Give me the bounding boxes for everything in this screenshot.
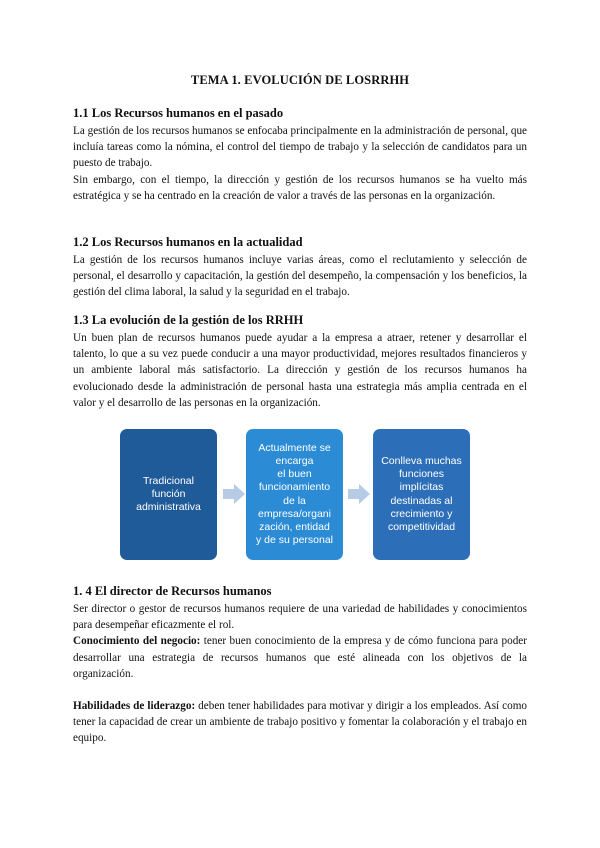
diagram-box-functions xyxy=(373,429,470,560)
item-business-knowledge xyxy=(73,633,527,682)
box-line: encarga xyxy=(275,454,314,467)
section-heading: 1.3 La evolución de la gestión de los RRHH xyxy=(73,313,304,327)
paragraph: La gestión de los recursos humanos incluye varias áreas, como el reclutamiento y selección de personal, el desarrollo y capacitación, la gestión del desempeño, la compensación y los beneficios, la gestión del clima laboral, la salud y la seguridad en el trabajo. xyxy=(73,254,527,299)
diagram-box-current xyxy=(246,429,343,560)
item-text: tener buen conocimiento de la empresa y de cómo funciona para poder desarrollar una estrategia de recursos humanos que esté alineada con los objetivos de la organización. xyxy=(73,635,527,680)
box-line: empresa/organi xyxy=(258,507,331,520)
paragraph: Sin embargo, con el tiempo, la dirección y gestión de los recursos humanos se ha vuelto más estratégica y se ha centrado en la creación de valor a través de las personas en la organización. xyxy=(73,173,527,202)
box-line: función xyxy=(151,487,186,500)
paragraph: Un buen plan de recursos humanos puede ayudar a la empresa a atraer, retener y desarrollar el talento, lo que a su vez puede conducir a una mayor productividad, mejores resultados financieros y un ambiente laboral más satisfactorio. La dirección y gestión de los recursos humanos ha evolucionado desde la administración de personal hasta una estrategia más amplia centrada en el valor y el desarrollo de las personas en la organización. xyxy=(73,332,527,409)
box-line: Tradicional xyxy=(143,474,194,487)
item-leadership xyxy=(73,698,527,747)
box-line: Actualmente se xyxy=(258,441,331,454)
section-heading: 1. 4 El director de Recursos humanos xyxy=(73,584,272,598)
section-1-1 xyxy=(73,104,527,204)
box-line: zación, entidad xyxy=(259,520,330,533)
section-1-3 xyxy=(73,311,527,411)
process-diagram xyxy=(120,429,470,560)
box-line: Conlleva muchas xyxy=(381,454,462,467)
section-1-4 xyxy=(73,582,527,747)
box-line: competitividad xyxy=(387,520,456,533)
box-line: de la xyxy=(283,494,306,507)
box-line: funcionamiento xyxy=(258,481,331,494)
box-line: crecimiento y xyxy=(390,507,453,520)
box-line: administrativa xyxy=(136,501,201,514)
box-line: destinadas al xyxy=(390,494,453,507)
box-line: implícitas xyxy=(399,481,444,494)
document-title: TEMA 1. EVOLUCIÓN DE LOSRRHH xyxy=(190,73,410,87)
diagram-box-traditional xyxy=(120,429,217,560)
box-line: el buen xyxy=(277,468,312,481)
section-1-2 xyxy=(73,233,527,301)
section-heading: 1.2 Los Recursos humanos en la actualidad xyxy=(73,235,303,249)
item-text: deben tener habilidades para motivar y dirigir a los empleados. Así como tener la capacidad de crear un ambiente de trabajo positivo y fomentar la colaboración y el trabajo en equipo. xyxy=(73,700,527,745)
item-label: Conocimiento del negocio: xyxy=(73,635,201,648)
item-label: Habilidades de liderazgo: xyxy=(73,700,196,713)
box-line: funciones xyxy=(399,468,444,481)
box-line: y de su personal xyxy=(255,534,334,547)
section-heading: 1.1 Los Recursos humanos en el pasado xyxy=(73,106,284,120)
paragraph: Ser director o gestor de recursos humanos requiere de una variedad de habilidades y conocimientos para desempeñar eficazmente el rol. xyxy=(73,603,527,632)
paragraph: La gestión de los recursos humanos se enfocaba principalmente en la administración de personal, que incluía tareas como la nómina, el control del tiempo de trabajo y la selección de candidatos para un puesto de trabajo. xyxy=(73,125,527,170)
